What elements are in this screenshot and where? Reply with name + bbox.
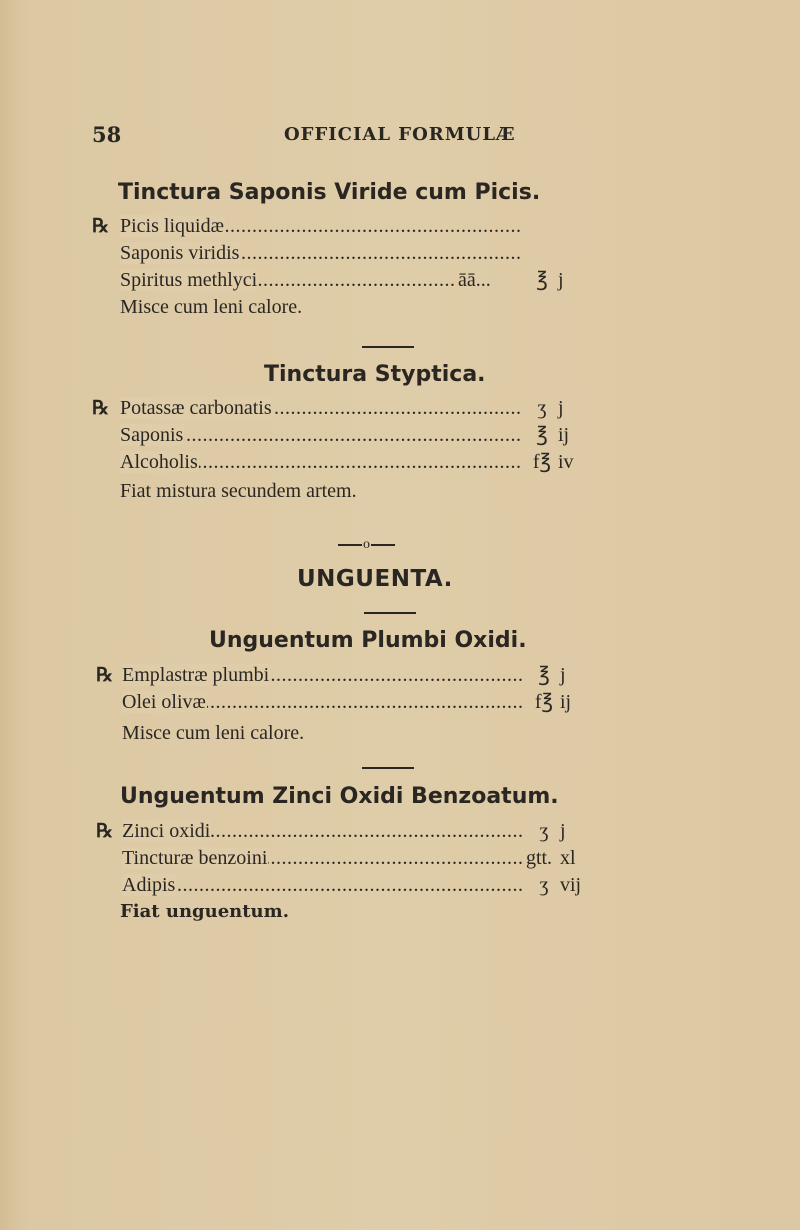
ingredient-name: Adipis [122,874,176,896]
ingredient-name: Saponis viridis [120,242,240,264]
short-rule [362,767,414,769]
quantity-unit: f℥ [534,691,554,713]
ingredient-line [120,395,700,421]
recipe-title: Unguentum Zinci Oxidi Benzoatum. [120,784,559,809]
ingredient-name: Alcoholis [120,451,198,473]
quantity-amount: j [558,397,564,419]
ingredient-line [120,422,700,448]
page-number: 58 [92,122,122,147]
ingredient-name: Potassæ carbonatis [120,397,272,419]
quantity-unit: f℥ [532,451,552,473]
quantity-unit: ʒ [539,874,549,896]
ingredient-name: Saponis [120,424,184,446]
quantity-amount: j [560,820,566,842]
ingredient-line [122,662,702,688]
quantity-amount: j [558,269,564,291]
recipe-direction: Misce cum leni calore. [122,722,305,744]
recipe-title: Tinctura Saponis Viride cum Picis. [118,180,541,205]
recipe-direction: Misce cum leni calore. [120,296,303,318]
rx-symbol: ℞ [92,215,110,237]
ingredient-name: Tincturæ benzoini [122,847,268,869]
ingredient-name: Emplastræ plumbi [122,664,270,686]
ingredient-line [122,689,702,715]
quantity-unit: ℥ [538,664,550,686]
quantity-unit: ʒ [539,820,549,842]
ingredient-name: Zinci oxidi [122,820,211,842]
recipe-direction: Fiat mistura secundem artem. [120,480,357,502]
divider-mark: o [363,537,370,552]
ingredient-line [120,267,700,293]
short-rule [364,612,416,614]
ingredient-name: Picis liquidæ [120,215,224,237]
ingredient-line [122,845,702,871]
rx-symbol: ℞ [96,820,114,842]
quantity-amount: ij [558,424,570,446]
recipe-direction: Fiat unguentum. [120,901,289,922]
short-rule [362,346,414,348]
quantity-unit: ʒ [537,397,547,419]
section-heading: UNGUENTA. [297,566,453,592]
ingredient-line [120,449,700,475]
quantity-unit: ℥ [536,269,548,291]
ornament-divider [338,537,395,553]
ingredient-line [122,872,702,898]
quantity-amount: j [560,664,566,686]
quantity-unit: ℥ [536,424,548,446]
page-header [92,122,692,152]
ana-mark: āā... [458,269,491,291]
quantity-unit: gtt. [525,847,553,869]
quantity-amount: ij [560,691,572,713]
rx-symbol: ℞ [92,397,110,419]
running-head: OFFICIAL FORMULÆ [284,124,516,145]
rx-symbol: ℞ [96,664,114,686]
ingredient-name: Spiritus methlyci [120,269,258,291]
quantity-amount: iv [558,451,574,473]
quantity-amount: vij [560,874,582,896]
ingredient-line [122,818,702,844]
quantity-amount: xl [560,847,576,869]
recipe-title: Tinctura Styptica. [264,362,486,387]
ingredient-name: Olei olivæ [122,691,206,713]
recipe-title: Unguentum Plumbi Oxidi. [209,628,527,653]
